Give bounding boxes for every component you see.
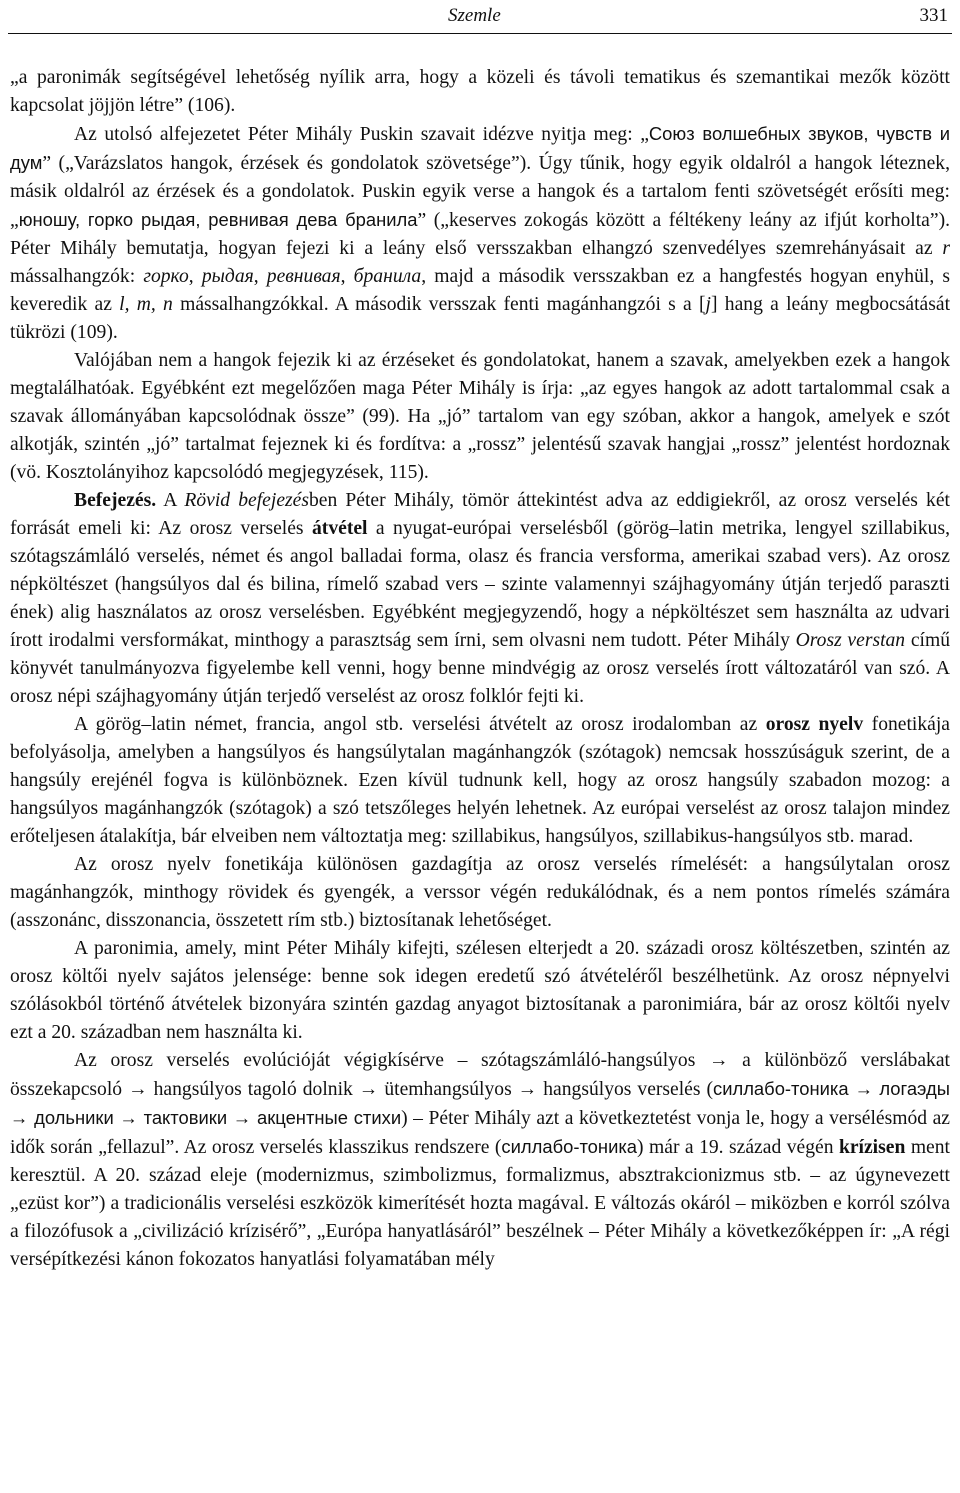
paragraph-2 <box>10 120 950 347</box>
text-run: mássalhangzók: <box>10 266 144 287</box>
italic-run: рыдая <box>201 266 254 287</box>
paragraph-1 <box>10 64 950 120</box>
italic-run: Rövid befejezés <box>184 490 309 511</box>
paragraph-7 <box>10 935 950 1047</box>
header-rule <box>8 33 952 34</box>
italic-run: r <box>942 238 950 259</box>
paragraph-5 <box>10 711 950 851</box>
paragraph-3 <box>10 347 950 487</box>
text-run: , <box>188 266 202 287</box>
journal-page <box>8 0 952 1270</box>
text-run: „a paronimák segítségével lehetőség nyílik arra, hogy a közeli és távoli tematikus és szemantikai mezők között kapcsolat jöjjön létre” (106). <box>10 67 950 116</box>
paragraph-8 <box>10 1047 950 1274</box>
text-run: a nyugat-európai verselésből (görög–latin metrika, lengyel szillabikus, szótagszámláló verselés, német és angol balladai forma, olasz és francia versforma, amerikai szabad vers). Az orosz népköltészet (hangsúlyos dal és bilina, rímelő szabad vers – szinte valamennyi szájhagyomány útján terjedő paraszti ének) alig használatos az orosz verselésben. Egyébként megjegyzendő, hogy a népköltészet sem használta az udvari írott irodalmi versformákat, minthogy a parasztság sem írni, sem olvasni nem tudott. Péter Mihály <box>10 518 950 651</box>
text-run: , <box>340 266 354 287</box>
bold-run: átvétel <box>312 518 368 539</box>
paragraph-6 <box>10 851 950 935</box>
italic-run: горко <box>143 266 189 287</box>
italic-run: j <box>705 294 711 315</box>
text-run: Valójában nem a hangok fejezik ki az érzéseket és gondolatokat, hanem a szavak, amelyekben ezek a hangok megtalálhatóak. Egyébként ezt megelőzően maga Péter Mihály is írja: „az egyes hangok az adott tartalommal csak a szavak állományában kapcsolódnak össze” (99). Ha „jó” tartalom van egy szóban, akkor a hangok, amelyek e szót alkotják, szintén „jó” tartalmat fejeznek ki és fordítva: a „rossz” jelentésű szavak hangjai „rossz” jelentést hordoznak (vö. Kosztolányihoz kapcsolódó megjegyzések, 115). <box>10 350 950 483</box>
cyrillic-run: силлабо-тоника <box>501 1136 638 1157</box>
text-run: ment keresztül. A 20. század eleje (modernizmus, szimbolizmus, formalizmus, absztrakcionizmus stb. – az úgynevezett „ezüst kor”) a tradicionális verselési eszközök kimerítését hozta magával. E változás okáról – miközben e korról szólva a filozófusok a „civilizáció krízisérő”, „Európa hanyatlásáról” beszélnek – Péter Mihály a következőképpen ír: „A régi versépítkezési kánon fokozatos hanyatlási folyamatában mély <box>10 1137 950 1270</box>
text-run: , majd a második versszakban ez a hangfestés hogyan enyhül, s keveredik az <box>10 266 951 315</box>
article-body <box>10 64 950 1274</box>
italic-run: ревнивая <box>266 266 341 287</box>
text-run: Az orosz nyelv fonetikája különösen gazdagítja az orosz verselés rímelését: a hangsúlytalan orosz magánhangzók, minthogy rövidek és gyengék, a verssor végén redukálódnak, és a nem pontos rímelés számára (asszonánc, disszonancia, összetett rím stb.) biztosítanak lehetőséget. <box>10 854 950 931</box>
cyrillic-run: силлабо-тоника → логаэды → дольники → тактовики → акцентные стихи <box>10 1078 950 1128</box>
text-run: ) – Péter Mihály azt a következtetést vonja le, hogy a versélésmód az idők során „fellazul”. Az orosz verselés klasszikus rendszere ( <box>10 1108 950 1158</box>
text-run: A paronimia, amely, mint Péter Mihály kifejti, szélesen elterjedt a 20. századi orosz költészetben, szintén az orosz költői nyelv sajátos jelensége: benne sok idegen eredetű szó átvételéről beszélhetünk. Az orosz népnyelvi szólásokból történő átvételek bizonyára szintén gazdag anyagot biztosítanak a paronimiára, bár az orosz költői nyelv ezt a 20. században nem használta ki. <box>10 938 950 1043</box>
italic-run: Orosz verstan <box>795 630 906 651</box>
text-run: fonetikája befolyásolja, amelyben a hangsúlyos és hangsúlytalan magánhangzók (szótagok) nemcsak hosszúságuk szerint, de a hangsúly erejénél fogva is különböznek. Ezen kívül tudnunk kell, hogy az orosz hangsúly szabadon mozog: a hangsúlyos magánhangzók (szótagok) a szó tetszőleges helyén lehetnek. Az európai verselést az orosz talajon mindez erőteljesen átalakítja, bár elveiben nem változtatja meg: szillabikus, hangsúlyos, szillabikus-hangsúlyos stb. marad. <box>10 714 950 847</box>
text-run: ) már a 19. század végén <box>637 1137 839 1158</box>
text-run: mássalhangzókkal. A második versszak fenti magánhangzói s a [ <box>172 294 706 315</box>
paragraph-4-conclusion <box>10 487 950 711</box>
bold-run: orosz nyelv <box>765 714 864 735</box>
text-run: című könyvét tanulmányozva figyelembe kell venni, hogy benne mindvégig az orosz verselés írott változatáról van szó. A orosz népi szájhagyomány útján terjedő verselést az orosz folklór fejti ki. <box>10 630 950 707</box>
cyrillic-run: Союз волшебных звуков, чувств и дум <box>10 123 951 173</box>
text-run: ” („keserves zokogás között a féltékeny leány az ifjút korholta”). Péter Mihály bemutatja, hogyan fejezi ki a leány első versszakban elhangzó szenvedélyes szemrehányásait az <box>10 210 950 259</box>
text-run: , <box>253 266 267 287</box>
bold-run: Befejezés. <box>74 490 157 511</box>
text-run: A görög–latin német, francia, angol stb. verselési átvételt az orosz irodalomban az <box>74 714 766 735</box>
text-run: A <box>156 490 185 511</box>
cyrillic-run: юношу, горко рыдая, ревнивая дева бранила <box>18 209 418 230</box>
page-number: 331 <box>919 5 948 26</box>
running-title: Szemle <box>448 5 501 26</box>
text-run: ” („Varázslatos hangok, érzések és gondolatok szövetsége”). Úgy tűnik, hogy egyik oldalról a hangok léteznek, másik oldalról az érzések és a gondolatok. Puskin egyik verse a hangok és a tartalom fenti szövetségét erősíti meg: „ <box>10 153 950 231</box>
text-run: ben Péter Mihály, tömör áttekintést adva az eddigiekről, az orosz verselés két forrását emeli ki: Az orosz verselés <box>10 490 950 539</box>
text-run: Az orosz verselés evolúcióját végigkísérve – szótagszámláló-hangsúlyos → a különböző verslábakat összekapcsoló → hangsúlyos tagoló dolnik → ütemhangsúlyos → hangsúlyos verselés ( <box>10 1050 950 1100</box>
italic-run: l, m, n <box>119 294 173 315</box>
italic-run: бранила <box>353 266 422 287</box>
text-run: Az utolsó alfejezetet Péter Mihály Puskin szavait idézve nyitja meg: „ <box>74 124 649 145</box>
bold-run: krízisen <box>838 1137 906 1158</box>
page-header <box>8 0 952 28</box>
text-run: ] hang a leány megbocsátását tükrözi (109). <box>10 294 951 343</box>
